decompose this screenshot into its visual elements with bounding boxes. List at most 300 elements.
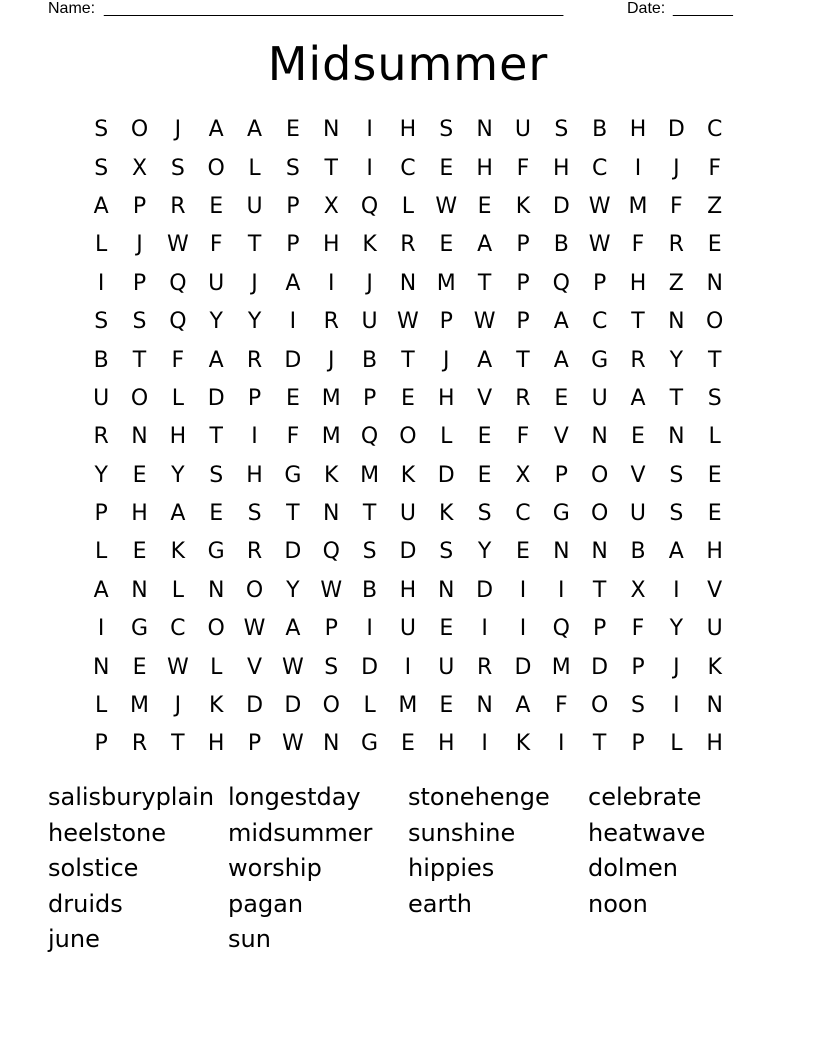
- grid-letter[interactable]: A: [285, 616, 301, 642]
- grid-letter[interactable]: F: [708, 155, 721, 181]
- grid-letter[interactable]: Z: [707, 193, 723, 219]
- grid-letter[interactable]: O: [399, 424, 417, 450]
- grid-letter[interactable]: I: [404, 654, 412, 680]
- word-list-item: midsummer: [228, 818, 373, 847]
- grid-letter[interactable]: S: [707, 385, 722, 411]
- grid-letter[interactable]: M: [321, 385, 341, 411]
- grid-letter[interactable]: S: [362, 539, 377, 565]
- grid-letter[interactable]: C: [591, 309, 608, 335]
- grid-letter[interactable]: N: [131, 424, 148, 450]
- grid-letter[interactable]: S: [94, 117, 109, 143]
- grid-letter[interactable]: N: [476, 117, 493, 143]
- grid-letter[interactable]: E: [209, 501, 224, 527]
- grid-letter[interactable]: L: [210, 654, 223, 680]
- grid-letter[interactable]: V: [707, 577, 723, 603]
- grid-letter[interactable]: H: [322, 232, 340, 258]
- grid-letter[interactable]: V: [477, 385, 493, 411]
- grid-letter[interactable]: T: [707, 347, 722, 373]
- grid-letter[interactable]: B: [592, 117, 608, 143]
- grid-letter[interactable]: D: [476, 577, 494, 603]
- grid-letter[interactable]: P: [439, 309, 453, 335]
- grid-letter[interactable]: I: [327, 270, 335, 296]
- grid-letter[interactable]: T: [171, 731, 185, 757]
- grid-letter[interactable]: Y: [669, 616, 684, 642]
- grid-letter[interactable]: Y: [247, 309, 262, 335]
- grid-letter[interactable]: L: [171, 385, 184, 411]
- grid-letter[interactable]: Q: [360, 193, 379, 219]
- grid-letter[interactable]: S: [285, 155, 300, 181]
- grid-letter[interactable]: L: [171, 577, 184, 603]
- grid-letter[interactable]: N: [706, 693, 723, 719]
- grid-letter[interactable]: N: [323, 117, 340, 143]
- grid-letter[interactable]: I: [519, 616, 527, 642]
- grid-letter[interactable]: Z: [668, 270, 684, 296]
- grid-letter[interactable]: D: [284, 347, 302, 373]
- grid-letter[interactable]: W: [282, 654, 304, 680]
- grid-letter[interactable]: Y: [669, 347, 684, 373]
- grid-letter[interactable]: P: [631, 654, 645, 680]
- grid-letter[interactable]: D: [514, 654, 532, 680]
- grid-letter[interactable]: E: [707, 232, 722, 258]
- grid-letter[interactable]: J: [251, 270, 258, 296]
- grid-letter[interactable]: N: [591, 539, 608, 565]
- grid-letter[interactable]: G: [361, 731, 379, 757]
- grid-letter[interactable]: K: [707, 654, 722, 680]
- grid-letter[interactable]: E: [439, 616, 454, 642]
- grid-letter[interactable]: P: [94, 731, 108, 757]
- grid-letter[interactable]: I: [366, 616, 373, 642]
- grid-letter[interactable]: A: [477, 232, 493, 258]
- grid-letter[interactable]: B: [93, 347, 109, 373]
- grid-letter[interactable]: I: [481, 616, 488, 642]
- grid-letter[interactable]: U: [93, 385, 110, 411]
- grid-letter[interactable]: P: [593, 616, 607, 642]
- grid-letter[interactable]: U: [399, 501, 416, 527]
- grid-letter[interactable]: S: [170, 155, 185, 181]
- grid-letter[interactable]: H: [706, 731, 723, 757]
- grid-letter[interactable]: K: [400, 462, 416, 488]
- grid-letter[interactable]: O: [130, 117, 149, 143]
- grid-letter[interactable]: C: [706, 117, 723, 143]
- grid-letter[interactable]: J: [443, 347, 450, 373]
- grid-letter[interactable]: Q: [169, 309, 187, 335]
- grid-letter[interactable]: Y: [94, 462, 108, 488]
- word-list-item: longestday: [228, 783, 361, 811]
- grid-letter[interactable]: I: [366, 155, 373, 181]
- grid-letter[interactable]: E: [477, 462, 492, 488]
- grid-letter[interactable]: T: [516, 347, 530, 373]
- grid-letter[interactable]: E: [707, 501, 722, 527]
- grid-letter[interactable]: J: [327, 347, 335, 373]
- grid-letter[interactable]: I: [558, 577, 565, 603]
- grid-letter[interactable]: E: [400, 731, 415, 757]
- grid-letter[interactable]: I: [251, 424, 258, 450]
- grid-letter[interactable]: R: [246, 347, 263, 373]
- grid-letter[interactable]: N: [399, 270, 417, 296]
- grid-letter[interactable]: A: [247, 117, 263, 143]
- grid-letter[interactable]: A: [285, 270, 301, 296]
- grid-letter[interactable]: N: [207, 577, 225, 603]
- grid-letter[interactable]: S: [554, 117, 569, 143]
- grid-letter[interactable]: U: [208, 270, 225, 296]
- grid-letter[interactable]: T: [247, 232, 262, 258]
- grid-letter[interactable]: P: [593, 270, 607, 296]
- grid-letter[interactable]: H: [399, 117, 417, 143]
- grid-letter[interactable]: T: [592, 577, 607, 603]
- grid-letter[interactable]: Q: [322, 539, 340, 565]
- grid-letter[interactable]: S: [439, 539, 454, 565]
- grid-letter[interactable]: P: [94, 501, 108, 527]
- grid-letter[interactable]: M: [551, 654, 571, 680]
- grid-letter[interactable]: A: [170, 501, 186, 527]
- grid-letter[interactable]: I: [673, 577, 680, 603]
- grid-letter[interactable]: K: [208, 693, 224, 719]
- grid-letter[interactable]: E: [209, 193, 224, 219]
- grid-letter[interactable]: J: [673, 155, 680, 181]
- grid-letter[interactable]: S: [209, 462, 224, 488]
- grid-letter[interactable]: E: [285, 385, 300, 411]
- grid-letter[interactable]: G: [130, 616, 149, 642]
- grid-letter[interactable]: H: [476, 155, 493, 181]
- grid-letter[interactable]: M: [130, 693, 149, 719]
- grid-letter[interactable]: C: [515, 501, 531, 527]
- grid-letter[interactable]: I: [673, 693, 680, 719]
- word-list-item: hippies: [408, 854, 495, 883]
- grid-letter[interactable]: P: [247, 385, 262, 411]
- grid-letter[interactable]: K: [324, 462, 339, 488]
- grid-letter[interactable]: F: [286, 424, 300, 450]
- grid-letter[interactable]: M: [321, 424, 341, 450]
- grid-letter[interactable]: T: [132, 347, 147, 373]
- grid-letter[interactable]: O: [207, 155, 225, 181]
- grid-letter[interactable]: L: [670, 731, 683, 757]
- grid-letter[interactable]: N: [591, 424, 608, 450]
- grid-letter[interactable]: P: [516, 232, 530, 258]
- grid-letter[interactable]: P: [362, 385, 377, 411]
- grid-letter[interactable]: P: [247, 731, 262, 757]
- grid-letter[interactable]: R: [131, 731, 148, 757]
- grid-letter[interactable]: E: [132, 654, 147, 680]
- grid-letter[interactable]: P: [324, 616, 338, 642]
- grid-letter[interactable]: E: [285, 117, 300, 143]
- grid-letter[interactable]: X: [131, 155, 148, 181]
- grid-letter[interactable]: T: [631, 309, 645, 335]
- grid-letter[interactable]: V: [630, 462, 646, 488]
- grid-letter[interactable]: O: [590, 693, 609, 719]
- grid-letter[interactable]: N: [438, 577, 455, 603]
- grid-letter[interactable]: O: [207, 616, 225, 642]
- grid-letter[interactable]: J: [136, 232, 143, 258]
- grid-letter[interactable]: F: [516, 155, 530, 181]
- grid-letter[interactable]: S: [94, 309, 109, 335]
- grid-letter[interactable]: W: [397, 309, 419, 335]
- grid-letter[interactable]: G: [207, 539, 225, 565]
- word-list-item: dolmen: [588, 854, 678, 883]
- grid-letter[interactable]: X: [323, 193, 339, 219]
- grid-letter[interactable]: N: [323, 731, 340, 757]
- grid-letter[interactable]: I: [634, 155, 642, 181]
- grid-letter[interactable]: S: [247, 501, 262, 527]
- grid-letter[interactable]: P: [516, 309, 530, 335]
- grid-letter[interactable]: N: [92, 654, 110, 680]
- grid-letter[interactable]: N: [131, 577, 148, 603]
- date-blank-line[interactable]: _______: [673, 0, 733, 17]
- grid-letter[interactable]: L: [95, 232, 108, 258]
- grid-letter[interactable]: J: [366, 270, 373, 296]
- grid-letter[interactable]: O: [322, 693, 340, 719]
- grid-letter[interactable]: S: [132, 309, 147, 335]
- grid-letter[interactable]: F: [554, 693, 568, 719]
- grid-letter[interactable]: D: [361, 654, 379, 680]
- grid-letter[interactable]: H: [706, 539, 723, 565]
- grid-letter[interactable]: W: [166, 654, 189, 680]
- grid-letter[interactable]: Y: [209, 309, 223, 335]
- grid-letter[interactable]: S: [669, 501, 684, 527]
- grid-letter[interactable]: P: [631, 731, 645, 757]
- grid-letter[interactable]: P: [286, 232, 300, 258]
- grid-letter[interactable]: I: [97, 270, 105, 296]
- grid-letter[interactable]: Q: [169, 270, 187, 296]
- grid-letter[interactable]: S: [439, 117, 454, 143]
- date-label: Date:: [627, 0, 666, 17]
- grid-letter[interactable]: B: [362, 347, 378, 373]
- grid-letter[interactable]: K: [439, 501, 454, 527]
- grid-letter[interactable]: G: [591, 347, 609, 373]
- grid-letter[interactable]: L: [708, 424, 721, 450]
- grid-letter[interactable]: H: [553, 155, 570, 181]
- grid-letter[interactable]: P: [286, 193, 300, 219]
- grid-letter[interactable]: R: [323, 309, 339, 335]
- grid-letter[interactable]: H: [169, 424, 187, 450]
- grid-letter[interactable]: E: [707, 462, 722, 488]
- grid-letter[interactable]: K: [515, 731, 531, 757]
- grid-letter[interactable]: A: [477, 347, 493, 373]
- grid-letter[interactable]: E: [554, 385, 569, 411]
- grid-letter[interactable]: B: [630, 539, 646, 565]
- grid-letter[interactable]: A: [630, 385, 646, 411]
- name-blank-line[interactable]: ______________________________________________________: [104, 0, 563, 17]
- grid-letter[interactable]: C: [591, 155, 608, 181]
- grid-letter[interactable]: E: [400, 385, 415, 411]
- grid-letter[interactable]: F: [171, 347, 185, 373]
- grid-letter[interactable]: U: [438, 654, 455, 680]
- grid-letter[interactable]: W: [588, 193, 611, 219]
- grid-letter[interactable]: Q: [552, 616, 570, 642]
- grid-letter[interactable]: D: [207, 385, 225, 411]
- grid-letter[interactable]: O: [590, 501, 609, 527]
- grid-letter[interactable]: M: [360, 462, 380, 488]
- grid-letter[interactable]: T: [669, 385, 684, 411]
- grid-letter[interactable]: W: [166, 232, 189, 258]
- grid-letter[interactable]: P: [516, 270, 530, 296]
- word-list-item: salisburyplain: [48, 783, 215, 811]
- grid-letter[interactable]: I: [97, 616, 105, 642]
- grid-letter[interactable]: S: [324, 654, 339, 680]
- grid-letter[interactable]: H: [437, 731, 455, 757]
- grid-letter[interactable]: F: [516, 424, 530, 450]
- grid-letter[interactable]: J: [174, 693, 182, 719]
- grid-letter[interactable]: D: [437, 462, 455, 488]
- grid-letter[interactable]: O: [706, 309, 724, 335]
- grid-letter[interactable]: D: [399, 539, 417, 565]
- grid-letter[interactable]: B: [362, 577, 378, 603]
- grid-letter[interactable]: U: [246, 193, 263, 219]
- grid-letter[interactable]: Q: [552, 270, 570, 296]
- grid-letter[interactable]: E: [439, 155, 454, 181]
- grid-letter[interactable]: N: [706, 270, 723, 296]
- grid-letter[interactable]: A: [668, 539, 684, 565]
- grid-letter[interactable]: T: [362, 501, 377, 527]
- grid-letter[interactable]: T: [592, 731, 607, 757]
- grid-letter[interactable]: I: [481, 731, 488, 757]
- grid-letter[interactable]: C: [400, 155, 416, 181]
- grid-letter[interactable]: S: [669, 462, 684, 488]
- grid-letter[interactable]: E: [477, 193, 492, 219]
- grid-letter[interactable]: W: [473, 309, 496, 335]
- grid-letter[interactable]: H: [131, 501, 148, 527]
- grid-letter[interactable]: V: [247, 654, 263, 680]
- grid-letter[interactable]: H: [629, 270, 647, 296]
- grid-letter[interactable]: O: [590, 462, 609, 488]
- grid-letter[interactable]: N: [323, 501, 340, 527]
- grid-letter[interactable]: U: [399, 616, 416, 642]
- grid-letter[interactable]: T: [477, 270, 492, 296]
- grid-letter[interactable]: T: [401, 347, 415, 373]
- grid-letter[interactable]: E: [439, 693, 454, 719]
- grid-letter[interactable]: H: [207, 731, 225, 757]
- grid-letter[interactable]: E: [132, 539, 147, 565]
- grid-letter[interactable]: O: [130, 385, 149, 411]
- grid-letter[interactable]: J: [174, 117, 182, 143]
- grid-letter[interactable]: I: [366, 117, 373, 143]
- grid-letter[interactable]: F: [209, 232, 223, 258]
- grid-letter[interactable]: R: [93, 424, 109, 450]
- grid-letter[interactable]: A: [553, 347, 569, 373]
- grid-letter[interactable]: E: [477, 424, 492, 450]
- grid-letter[interactable]: Y: [477, 539, 492, 565]
- grid-letter[interactable]: A: [208, 347, 224, 373]
- grid-letter[interactable]: N: [668, 424, 685, 450]
- grid-letter[interactable]: T: [324, 155, 338, 181]
- grid-letter[interactable]: W: [435, 193, 458, 219]
- grid-letter[interactable]: N: [476, 693, 493, 719]
- grid-letter[interactable]: H: [246, 462, 263, 488]
- grid-letter[interactable]: K: [515, 193, 531, 219]
- grid-letter[interactable]: B: [553, 232, 569, 258]
- grid-letter[interactable]: P: [132, 193, 147, 219]
- grid-letter[interactable]: K: [170, 539, 186, 565]
- grid-letter[interactable]: S: [477, 501, 492, 527]
- grid-letter[interactable]: E: [516, 539, 530, 565]
- grid-letter[interactable]: M: [398, 693, 418, 719]
- grid-letter[interactable]: W: [588, 232, 611, 258]
- grid-letter[interactable]: I: [558, 731, 565, 757]
- grid-letter[interactable]: U: [514, 117, 531, 143]
- word-list-item: celebrate: [588, 783, 702, 811]
- grid-letter[interactable]: N: [668, 309, 685, 335]
- grid-letter[interactable]: S: [631, 693, 645, 719]
- word-search-grid[interactable]: [82, 111, 734, 764]
- grid-letter[interactable]: T: [209, 424, 223, 450]
- grid-letter[interactable]: E: [132, 462, 147, 488]
- grid-letter[interactable]: I: [289, 309, 297, 335]
- grid-letter[interactable]: O: [245, 577, 264, 603]
- grid-letter[interactable]: R: [170, 193, 186, 219]
- grid-letter[interactable]: H: [399, 577, 417, 603]
- grid-letter[interactable]: M: [436, 270, 456, 296]
- grid-letter[interactable]: U: [591, 385, 608, 411]
- grid-letter[interactable]: I: [519, 577, 527, 603]
- grid-letter[interactable]: L: [95, 693, 108, 719]
- grid-letter[interactable]: V: [553, 424, 569, 450]
- word-list-item: pagan: [228, 889, 304, 918]
- grid-letter[interactable]: Y: [286, 577, 300, 603]
- grid-letter[interactable]: X: [630, 577, 646, 603]
- grid-letter[interactable]: P: [132, 270, 147, 296]
- grid-letter[interactable]: F: [631, 616, 645, 642]
- grid-letter[interactable]: D: [246, 693, 264, 719]
- grid-letter[interactable]: L: [363, 693, 376, 719]
- grid-letter[interactable]: W: [320, 577, 343, 603]
- grid-letter[interactable]: D: [284, 539, 302, 565]
- grid-letter[interactable]: F: [631, 232, 645, 258]
- grid-letter[interactable]: R: [476, 654, 493, 680]
- grid-letter[interactable]: X: [515, 462, 531, 488]
- grid-letter[interactable]: H: [629, 117, 647, 143]
- grid-letter[interactable]: R: [400, 232, 416, 258]
- grid-letter[interactable]: D: [552, 193, 570, 219]
- grid-letter[interactable]: D: [591, 654, 609, 680]
- grid-letter[interactable]: A: [553, 309, 569, 335]
- grid-letter[interactable]: T: [286, 501, 300, 527]
- grid-letter[interactable]: P: [554, 462, 568, 488]
- grid-letter[interactable]: Q: [360, 424, 379, 450]
- grid-letter[interactable]: W: [243, 616, 266, 642]
- grid-letter[interactable]: K: [362, 232, 377, 258]
- grid-letter[interactable]: L: [401, 193, 415, 219]
- grid-letter[interactable]: R: [668, 232, 684, 258]
- grid-letter[interactable]: D: [667, 117, 685, 143]
- grid-letter[interactable]: A: [93, 577, 109, 603]
- grid-letter[interactable]: U: [629, 501, 647, 527]
- grid-letter[interactable]: L: [248, 155, 261, 181]
- grid-letter[interactable]: G: [284, 462, 302, 488]
- grid-letter[interactable]: J: [673, 654, 680, 680]
- grid-letter[interactable]: S: [94, 155, 109, 181]
- grid-letter[interactable]: U: [706, 616, 723, 642]
- grid-letter[interactable]: A: [208, 117, 224, 143]
- grid-letter[interactable]: F: [670, 193, 683, 219]
- grid-letter[interactable]: A: [515, 693, 531, 719]
- grid-letter[interactable]: W: [282, 731, 304, 757]
- grid-letter[interactable]: G: [552, 501, 570, 527]
- grid-letter[interactable]: R: [630, 347, 646, 373]
- grid-letter[interactable]: R: [246, 539, 263, 565]
- grid-letter[interactable]: L: [440, 424, 453, 450]
- grid-letter[interactable]: C: [170, 616, 186, 642]
- grid-letter[interactable]: R: [515, 385, 531, 411]
- grid-letter[interactable]: N: [553, 539, 570, 565]
- grid-letter[interactable]: E: [439, 232, 454, 258]
- grid-letter[interactable]: H: [437, 385, 455, 411]
- grid-letter[interactable]: A: [93, 193, 109, 219]
- grid-letter[interactable]: U: [361, 309, 378, 335]
- grid-letter[interactable]: E: [631, 424, 645, 450]
- grid-letter[interactable]: D: [284, 693, 302, 719]
- grid-letter[interactable]: L: [95, 539, 108, 565]
- grid-letter[interactable]: Y: [171, 462, 185, 488]
- grid-letter[interactable]: M: [628, 193, 648, 219]
